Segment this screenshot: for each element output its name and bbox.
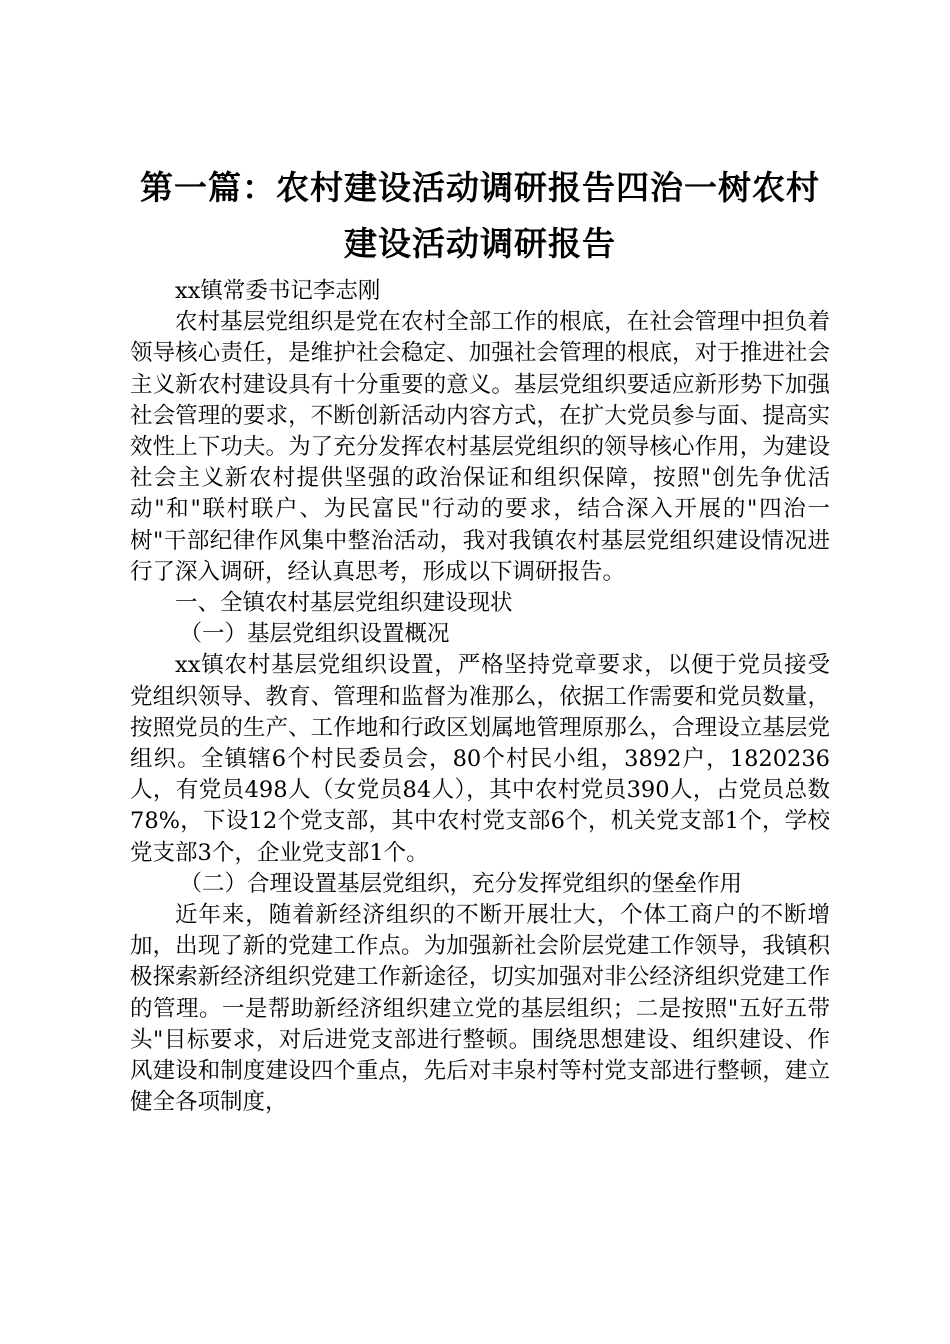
- section-1-sub-1-paragraph: xx镇农村基层党组织设置，严格坚持党章要求，以便于党员接受党组织领导、教育、管理和监督为准那么，依据工作需要和党员数量，按照党员的生产、工作地和行政区划属地管理原那么，合理设立基层党组织。全镇辖6个村民委员会，80个村民小组，3892户，1820236人，有党员498人（女党员84人），其中农村党员390人，占党员总数78%，下设12个党支部，其中农村党支部6个，机关党支部1个，学校党支部3个，企业党支部1个。: [130, 652, 830, 866]
- document-page: [130, 160, 830, 1118]
- author-line: xx镇常委书记李志刚: [175, 278, 381, 304]
- document-title: [130, 160, 830, 272]
- title-line-1: 第一篇：农村建设活动调研报告四治一树农村: [140, 168, 820, 207]
- intro-paragraph: 农村基层党组织是党在农村全部工作的根底，在社会管理中担负着领导核心责任，是维护社会稳定、加强社会管理的根底，对于推进社会主义新农村建设具有十分重要的意义。基层党组织要适应新形势下加强社会管理的要求，不断创新活动内容方式，在扩大党员参与面、提高实效性上下功夫。为了充分发挥农村基层党组织的领导核心作用，为建设社会主义新农村提供坚强的政治保证和组织保障，按照"创先争优活动"和"联村联户、为民富民"行动的要求，结合深入开展的"四治一树"干部纪律作风集中整治活动，我对我镇农村基层党组织建设情况进行了深入调研，经认真思考，形成以下调研报告。: [130, 309, 830, 585]
- title-line-2: 建设活动调研报告: [344, 224, 616, 263]
- section-1-sub-2-paragraph: 近年来，随着新经济组织的不断开展壮大，个体工商户的不断增加，出现了新的党建工作点。为加强新社会阶层党建工作领导，我镇积极探索新经济组织党建工作新途径，切实加强对非公经济组织党建工作的管理。一是帮助新经济组织建立党的基层组织；二是按照"五好五带头"目标要求，对后进党支部进行整顿。围绕思想建设、组织建设、作风建设和制度建设四个重点，先后对丰泉村等村党支部进行整顿，建立健全各项制度，: [130, 902, 830, 1116]
- section-1-heading: 一、全镇农村基层党组织建设现状: [175, 590, 513, 617]
- section-1-subheading-2: （二）合理设置基层党组织，充分发挥党组织的堡垒作用: [179, 870, 743, 897]
- section-1-subheading-1: （一）基层党组织设置概况: [179, 621, 450, 648]
